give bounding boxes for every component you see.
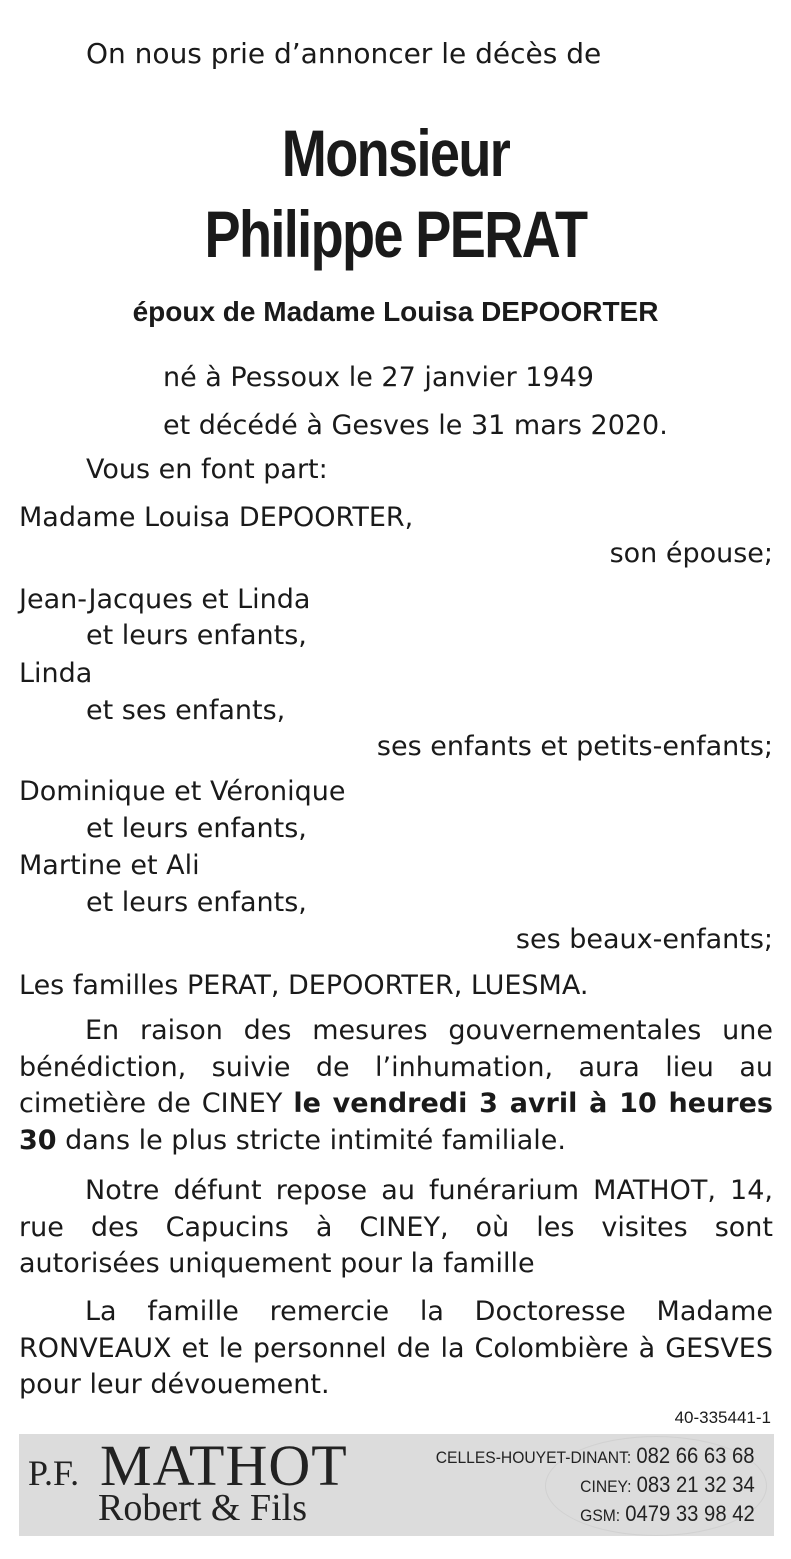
contact-gsm (580, 1501, 755, 1527)
pf-label: P.F. (28, 1453, 80, 1493)
contact-number: 082 66 63 68 (636, 1443, 755, 1468)
ad-reference: 40-335441-1 (674, 1408, 771, 1427)
announce-line: Vous en font part: (86, 454, 328, 485)
step2-name: Martine et Ali (19, 850, 200, 881)
ceremony-date: le vendredi 3 avril à 10 heures 30 (19, 1088, 773, 1156)
step1-name: Dominique et Véronique (19, 776, 346, 807)
brand-name: MATHOT (100, 1433, 348, 1498)
contact-number: 083 21 32 34 (636, 1472, 755, 1497)
ceremony-paragraph (19, 1013, 773, 1159)
step-role: ses beaux-enfants; (515, 924, 773, 955)
deceased-name: Philippe PERAT (204, 197, 587, 271)
intro-text: On nous prie d’annoncer le décès de (86, 37, 602, 70)
child2-sub: et ses enfants, (86, 695, 286, 726)
spouse-line: époux de Madame Louisa DEPOORTER (132, 296, 659, 327)
child2-name: Linda (19, 658, 93, 689)
title-monsieur: Monsieur (281, 116, 510, 190)
death-line: et décédé à Gesves le 31 mars 2020. (163, 410, 668, 441)
wife-role: son épouse; (609, 538, 773, 569)
step2-sub: et leurs enfants, (86, 887, 307, 918)
child1-sub: et leurs enfants, (86, 620, 307, 651)
children-role: ses enfants et petits-enfants; (376, 731, 773, 762)
birth-line: né à Pessoux le 27 janvier 1949 (163, 362, 594, 393)
thanks-paragraph (19, 1294, 773, 1404)
contact-label: GSM: (580, 1506, 621, 1525)
brand-subtitle: Robert & Fils (98, 1487, 308, 1529)
child1-name: Jean-Jacques et Linda (19, 584, 311, 615)
thanks-text: La famille remercie la Doctoresse Madame RONVEAUX et le personnel de la Colombière à GESVES pour leur dévouement. (19, 1296, 773, 1400)
funerarium-paragraph (19, 1173, 773, 1283)
step1-sub: et leurs enfants, (86, 813, 307, 844)
funerarium-text: Notre défunt repose au funérarium MATHOT, 14, rue des Capucins à CINEY, où les visites sont autorisées uniquement pour la famille (19, 1175, 773, 1279)
contact-celles (436, 1443, 755, 1469)
contact-ciney (580, 1472, 755, 1498)
contact-label: CINEY: (580, 1477, 632, 1496)
ceremony-text: En raison des mesures gouvernementales une bénédiction, suivie de l’inhumation, aura lieu au cimetière de CINEY (19, 1015, 773, 1119)
families-line: Les familles PERAT, DEPOORTER, LUESMA. (19, 970, 589, 1001)
ceremony-text-end: dans le plus stricte intimité familiale. (56, 1124, 566, 1156)
contact-number: 0479 33 98 42 (625, 1501, 755, 1526)
wife-name: Madame Louisa DEPOORTER, (19, 502, 414, 533)
contact-label: CELLES-HOUYET-DINANT: (436, 1448, 632, 1467)
